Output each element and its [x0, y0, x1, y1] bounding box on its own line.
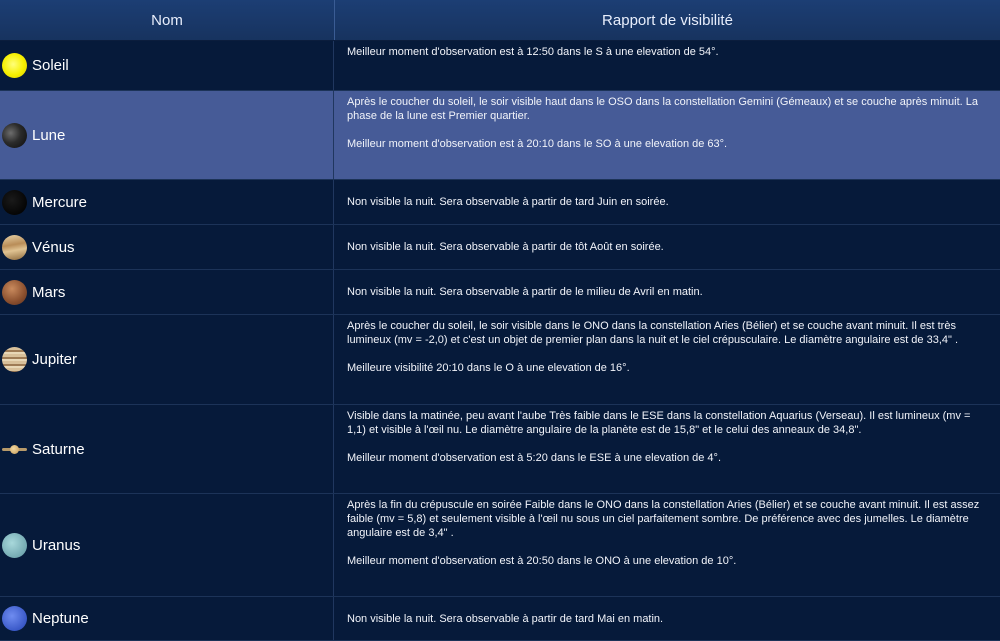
table-row-venus[interactable]: [0, 225, 1000, 270]
table-row-soleil[interactable]: [0, 41, 1000, 91]
report-text: Meilleur moment d'observation est à 12:50 dans le S à une elevation de 54°.: [347, 46, 719, 58]
report-cell: [334, 180, 1000, 224]
table-row-lune[interactable]: [0, 91, 1000, 180]
report-text: Non visible la nuit. Sera observable à partir de tard Mai en matin.: [347, 612, 664, 625]
name-cell: [0, 180, 334, 224]
report-best-time: Meilleure visibilité 20:10 dans le O à une elevation de 16°.: [347, 362, 630, 374]
name-cell: [0, 91, 334, 179]
report-cell: [334, 597, 1000, 640]
table-row-jupiter[interactable]: [0, 315, 1000, 405]
object-name: Lune: [32, 126, 66, 144]
report-cell: [334, 225, 1000, 269]
report-cell: [334, 315, 1000, 404]
object-name: Mercure: [32, 193, 88, 211]
report-text: Après la fin du crépuscule en soirée Faible dans le ONO dans la constellation Aries (Bélier) et se couche avant minuit. Il est assez faible (mv = 5,8) et seulement visible à l'œil nu sous un ciel parfaitement sombre. De préférence avec des jumelles. Le diamètre angulaire est de 3,4" .: [347, 499, 980, 539]
mercury-icon: [2, 190, 27, 215]
report-text: Après le coucher du soleil, le soir visible dans le ONO dans la constellation Aries (Bélier) et se couche avant minuit. Il est très lumineux (mv = -2,0) et c'est un objet de premier plan dans la nuit et le ciel crépusculaire. Le diamètre angulaire est de 33,4" .: [347, 320, 959, 346]
report-text: Visible dans la matinée, peu avant l'aube Très faible dans le ESE dans la constellation Aquarius (Verseau). Il est lumineux (mv = 1,1) et visible à l'œil nu. Le diamètre angulaire de la planète est de 15,8" et le celui des anneaux de 34,8".: [347, 410, 971, 436]
column-header-name[interactable]: Nom: [0, 0, 335, 40]
table-row-mars[interactable]: [0, 270, 1000, 315]
report-text: Après le coucher du soleil, le soir visible haut dans le OSO dans la constellation Gemini (Gémeaux) et se couche après minuit. La phase de la lune est Premier quartier.: [347, 96, 978, 122]
name-cell: [0, 41, 334, 90]
table-row-mercure[interactable]: [0, 180, 1000, 225]
object-name: Vénus: [32, 238, 75, 256]
object-name: Neptune: [32, 610, 89, 627]
uranus-icon: [2, 533, 27, 558]
venus-icon: [2, 235, 27, 260]
moon-icon: [2, 123, 27, 148]
object-name: Jupiter: [32, 351, 78, 368]
object-name: Mars: [32, 283, 66, 301]
name-cell: [0, 494, 334, 596]
name-cell: [0, 405, 334, 493]
mars-icon: [2, 280, 27, 305]
report-cell: [334, 405, 1000, 493]
report-cell: [334, 494, 1000, 596]
object-name: Uranus: [32, 536, 81, 554]
name-cell: [0, 597, 334, 640]
report-cell: [334, 270, 1000, 314]
report-text: Non visible la nuit. Sera observable à partir de tôt Août en soirée.: [347, 241, 664, 253]
jupiter-icon: [2, 347, 27, 372]
report-cell: [334, 91, 1000, 179]
neptune-icon: [2, 606, 27, 631]
report-best-time: Meilleur moment d'observation est à 20:10 dans le SO à une elevation de 63°.: [347, 138, 728, 150]
report-text: Non visible la nuit. Sera observable à partir de le milieu de Avril en matin.: [347, 286, 703, 298]
report-text: Non visible la nuit. Sera observable à partir de tard Juin en soirée.: [347, 196, 669, 208]
report-cell: [334, 41, 1000, 90]
name-cell: [0, 315, 334, 404]
column-header-report[interactable]: Rapport de visibilité: [602, 11, 733, 29]
object-name: Soleil: [32, 57, 69, 74]
report-best-time: Meilleur moment d'observation est à 5:20 dans le ESE à une elevation de 4°.: [347, 452, 721, 464]
sun-icon: [2, 53, 27, 78]
report-best-time: Meilleur moment d'observation est à 20:50 dans le ONO à une elevation de 10°.: [347, 555, 737, 567]
table-row-uranus[interactable]: [0, 494, 1000, 597]
name-cell: [0, 225, 334, 269]
table-header: [0, 0, 1000, 41]
object-name: Saturne: [32, 440, 85, 458]
table-row-saturne[interactable]: [0, 405, 1000, 494]
name-cell: [0, 270, 334, 314]
saturn-icon: [2, 437, 27, 462]
table-row-neptune[interactable]: [0, 597, 1000, 641]
